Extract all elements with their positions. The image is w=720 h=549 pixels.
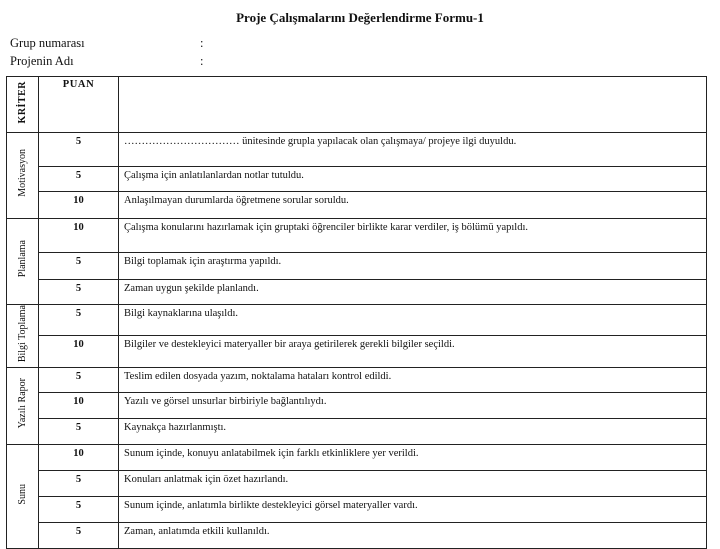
category-motivasyon: Motivasyon	[7, 133, 39, 219]
score-cell: 10	[39, 335, 119, 367]
category-yazili-rapor: Yazılı Rapor	[7, 368, 39, 445]
category-bilgi-toplama: Bilgi Toplama	[7, 305, 39, 368]
score-cell: 5	[39, 133, 119, 167]
criterion-text: Bilgi kaynaklarına ulaşıldı.	[119, 305, 707, 336]
table-row	[7, 368, 707, 393]
project-name-row	[10, 54, 204, 69]
criterion-text: Sunum içinde, anlatımla birlikte destekleyici görsel materyaller vardı.	[119, 497, 707, 523]
criterion-text: Teslim edilen dosyada yazım, noktalama hataları kontrol edildi.	[119, 368, 707, 393]
score-cell: 5	[39, 280, 119, 305]
table-header-row	[7, 77, 707, 133]
score-cell: 10	[39, 219, 119, 253]
score-cell: 5	[39, 523, 119, 549]
table-row	[7, 393, 707, 419]
score-header: PUAN	[39, 77, 119, 133]
table-row	[7, 253, 707, 280]
score-cell: 10	[39, 445, 119, 471]
description-header	[119, 77, 707, 133]
table-row	[7, 167, 707, 192]
score-cell: 5	[39, 167, 119, 192]
table-row	[7, 523, 707, 549]
table-row	[7, 471, 707, 497]
table-row	[7, 419, 707, 445]
criterion-text: Konuları anlatmak için özet hazırlandı.	[119, 471, 707, 497]
category-sunu: Sunu	[7, 445, 39, 549]
criterion-text: Çalışma için anlatılanlardan notlar tutuldu.	[119, 167, 707, 192]
evaluation-table	[6, 76, 707, 549]
group-number-colon: :	[200, 36, 204, 50]
project-name-label: Projenin Adı	[10, 54, 74, 68]
score-cell: 5	[39, 368, 119, 393]
criterion-text: Sunum içinde, konuyu anlatabilmek için farklı etkinliklere yer verildi.	[119, 445, 707, 471]
score-cell: 5	[39, 253, 119, 280]
criteria-header: KRİTER	[7, 77, 39, 133]
criterion-text: Bilgi toplamak için araştırma yapıldı.	[119, 253, 707, 280]
table-row	[7, 497, 707, 523]
group-number-row	[10, 36, 204, 51]
criterion-text: Zaman uygun şekilde planlandı.	[119, 280, 707, 305]
score-cell: 10	[39, 393, 119, 419]
table-row	[7, 219, 707, 253]
table-row	[7, 133, 707, 167]
table-row	[7, 280, 707, 305]
criterion-text: Zaman, anlatımda etkili kullanıldı.	[119, 523, 707, 549]
score-cell: 5	[39, 497, 119, 523]
criterion-text: Anlaşılmayan durumlarda öğretmene sorular soruldu.	[119, 192, 707, 219]
criterion-text: Yazılı ve görsel unsurlar birbiriyle bağlantılıydı.	[119, 393, 707, 419]
criterion-text: …………………………… ünitesinde grupla yapılacak olan çalışmaya/ projeye ilgi duyuldu.	[119, 133, 707, 167]
score-cell: 5	[39, 419, 119, 445]
table-row	[7, 335, 707, 367]
score-cell: 5	[39, 305, 119, 336]
group-number-label: Grup numarası	[10, 36, 85, 50]
criterion-text: Bilgiler ve destekleyici materyaller bir araya getirilerek gerekli bilgiler seçildi.	[119, 335, 707, 367]
criterion-text: Çalışma konularını hazırlamak için gruptaki öğrenciler birlikte karar verdiler, iş bölümü yapıldı.	[119, 219, 707, 253]
score-cell: 5	[39, 471, 119, 497]
project-name-colon: :	[200, 54, 204, 68]
category-planlama: Planlama	[7, 219, 39, 305]
form-title: Proje Çalışmalarını Değerlendirme Formu-1	[236, 10, 484, 25]
table-row	[7, 305, 707, 336]
criterion-text: Kaynakça hazırlanmıştı.	[119, 419, 707, 445]
table-row	[7, 445, 707, 471]
score-cell: 10	[39, 192, 119, 219]
table-row	[7, 192, 707, 219]
